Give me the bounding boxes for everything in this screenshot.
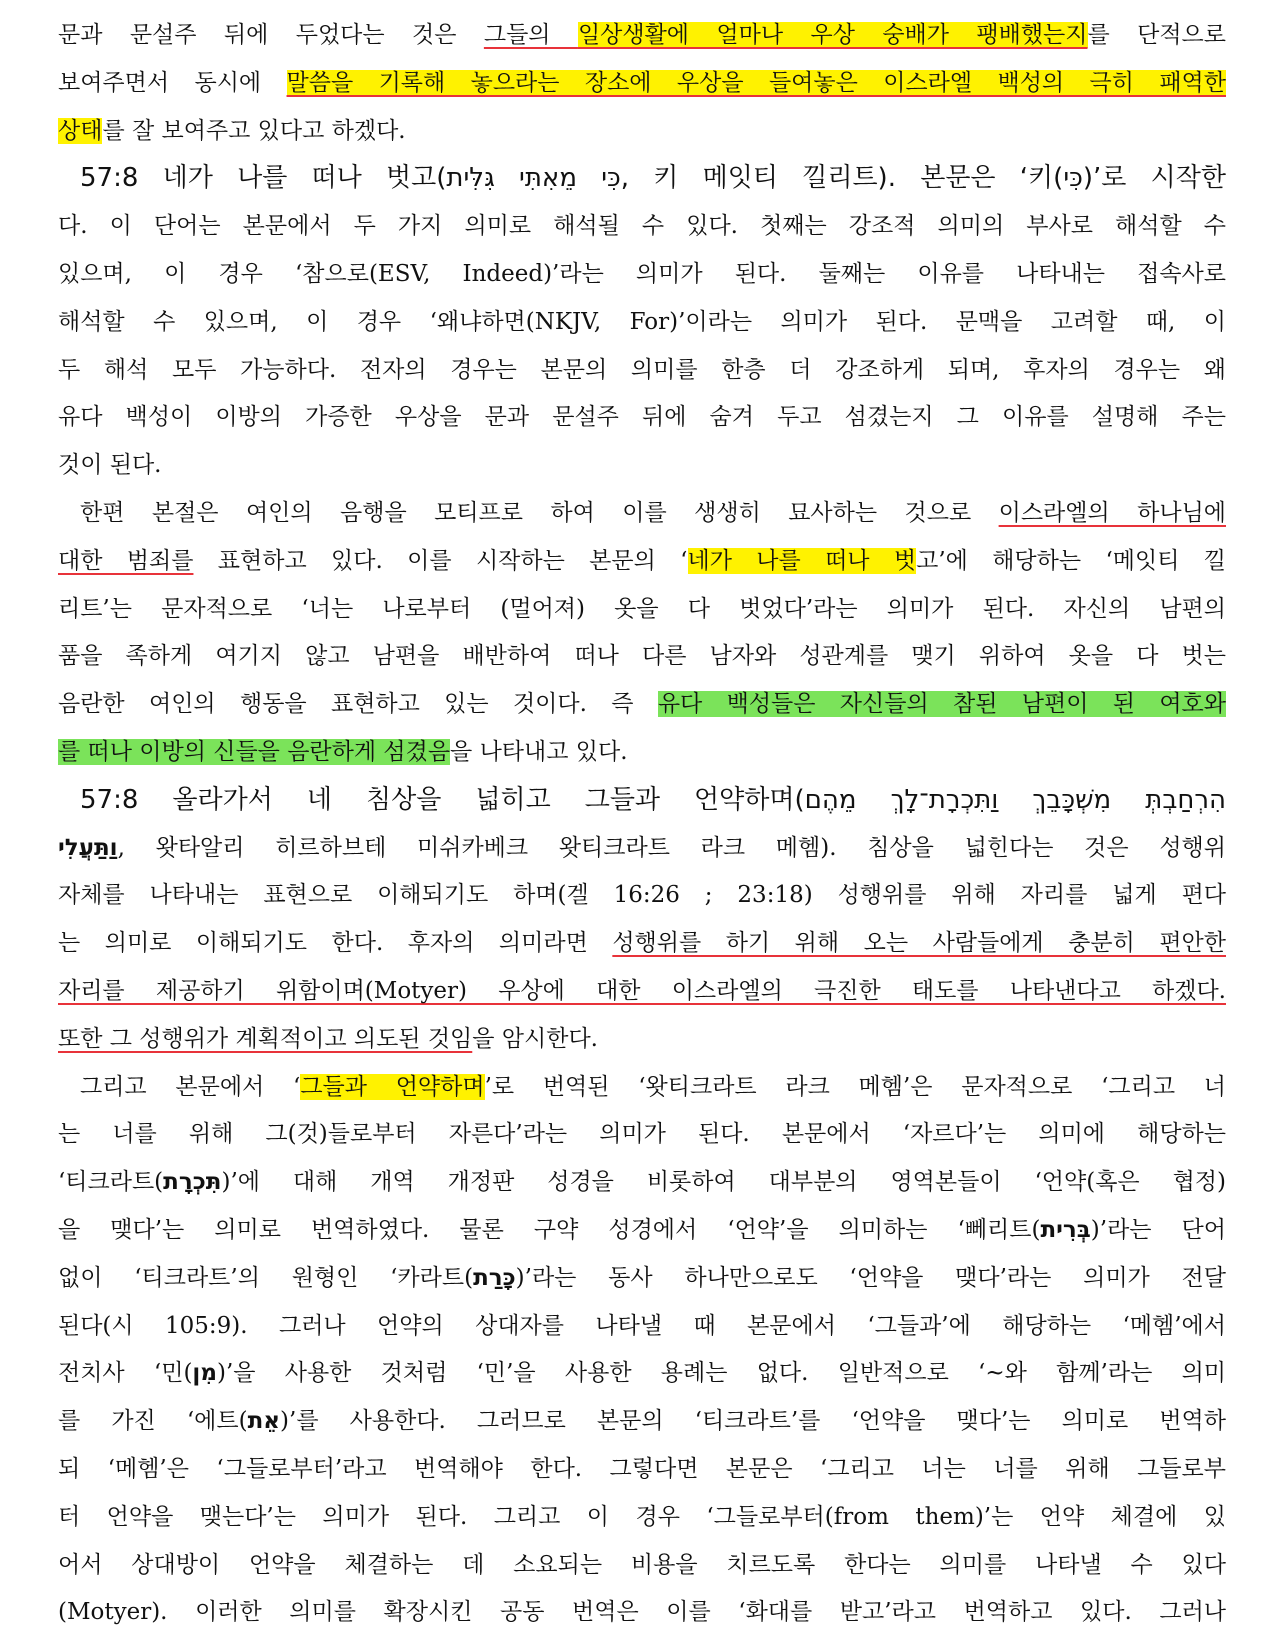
text-line [58,394,1226,442]
text-run: 57:8 네가 나를 떠나 벗고( [80,163,447,194]
text-line [58,920,1226,968]
text-line [58,777,1226,825]
document-page [58,12,1226,1637]
text-line [58,1542,1226,1590]
hebrew-text: וַתַּעֲלִי [58,834,118,861]
red-underline-text: 그들의 [483,22,578,48]
text-run: 되 ‘메헴’은 ‘그들로부터’라고 번역해야 한다. 그렇다면 본문은 ‘그리고 너는 너를 위해 그들로부 [58,1455,1226,1482]
text-run: )’라는 동사 하나만으로도 ‘언약을 맺다’라는 의미가 전달 [515,1264,1226,1291]
text-line [58,60,1226,108]
text-run: )’를 사용한다. 그러므로 본문의 ‘티크라트’를 ‘언약을 맺다’는 의미로 번역하 [280,1408,1226,1435]
text-run: 음란한 여인의 행동을 표현하고 있는 것이다. 즉 [58,691,658,718]
text-run: 를 잘 보여주고 있다고 하겠다. [102,117,406,144]
text-run: )’을 사용한 것처럼 ‘민’을 사용한 용례는 없다. 일반적으로 ‘~와 함께’라는 의미 [216,1360,1226,1387]
text-run: 보여주면서 동시에 [58,69,287,96]
text-line [58,1494,1226,1542]
yellow-highlight: 일상생활에 얼마나 우상 숭배가 팽배했는지 [577,22,1088,48]
text-run: ‘티크라트( [58,1169,164,1196]
red-underline-text: 이스라엘의 하나님에 [998,499,1226,526]
red-underline-text: 자리를 제공하기 위함이며(Motyer) 우상에 대한 이스라엘의 극진한 태도를 나타낸다고 하겠다. [58,977,1226,1004]
text-run: 전치사 ‘민( [58,1360,193,1387]
text-line [58,347,1226,395]
text-run: , 키 메잇티 낄리트). 본문은 ‘키( [620,163,1064,194]
text-line [58,1159,1226,1207]
text-line [58,251,1226,299]
text-line [58,12,1226,60]
text-run: 없이 ‘티크라트’의 원형인 ‘카라트( [58,1264,474,1291]
green-highlight: 유다 백성들은 자신들의 참된 남편이 된 여호와 [657,691,1226,718]
text-run: 어서 상대방이 언약을 체결하는 데 소요되는 비용을 치르도록 한다는 의미를 나타낼 수 있다 [58,1551,1226,1578]
text-run: )’에 대해 개역 개정판 성경을 비롯하여 대부분의 영역본들이 ‘언약(혹은 협정) [221,1169,1226,1196]
text-line [58,538,1226,586]
hebrew-text: כִּי מֵאִתִּי גִּלִּית [446,163,621,194]
text-run: )’라는 단어 [1090,1216,1226,1243]
text-line [58,1255,1226,1303]
text-run: (Motyer). 이러한 의미를 확장시킨 공동 번역은 이를 ‘화대를 받고’라고 번역하고 있다. 그러나 [58,1599,1226,1626]
text-run: 를 단적으로 [1087,22,1226,48]
yellow-highlight: 네가 나를 떠나 벗 [687,547,917,574]
text-run: 를 가진 ‘에트( [58,1408,248,1435]
text-line [58,299,1226,347]
text-line [58,586,1226,634]
text-run: )’로 시작한 [1082,163,1226,194]
text-run: 자체를 나타내는 표현으로 이해되기도 하며(겔 16:26 ; 23:18) 성행위를 위해 자리를 넓게 편다 [58,882,1226,909]
hebrew-text: כָּרַת [473,1264,516,1291]
text-run: 표현하고 있다. 이를 시작하는 본문의 ‘ [193,547,688,574]
hebrew-text: הִרְחַבְתְּ מִשְׁכָּבֵךְ וַתִּכְרָת־לָךְ מֵהֶם [804,784,1226,815]
yellow-highlight: 말씀을 기록해 놓으라는 장소에 우상을 들여놓은 이스라엘 백성의 극히 패역한 [286,69,1226,96]
text-run: 을 맺다’는 의미로 번역하였다. 물론 구약 성경에서 ‘언약’을 의미하는 ‘뻬리트( [58,1216,1041,1243]
text-run: 는 의미로 이해되기도 한다. 후자의 의미라면 [58,930,613,957]
text-run: 된다(시 105:9). 그러나 언약의 상대자를 나타낼 때 본문에서 ‘그들과’에 해당하는 ‘메헴’에서 [58,1312,1226,1339]
text-line [58,490,1226,538]
text-line [58,1350,1226,1398]
text-run: 것이 된다. [58,452,162,479]
text-run: 해석할 수 있으며, 이 경우 ‘왜냐하면(NKJV, For)’이라는 의미가 된다. 문맥을 고려할 때, 이 [58,308,1226,335]
text-run: 57:8 올라가서 네 침상을 넓히고 그들과 언약하며( [80,784,805,815]
text-line [58,1016,1226,1064]
text-line [58,1589,1226,1637]
text-line [58,1303,1226,1351]
text-run: 품을 족하게 여기지 않고 남편을 배반하여 떠나 다른 남자와 성관계를 맺기 위하여 옷을 다 벗는 [58,643,1226,670]
text-line [58,108,1226,156]
text-line [58,729,1226,777]
text-line [58,1064,1226,1112]
hebrew-text: מִן [192,1360,217,1387]
text-run: 문과 문설주 뒤에 두었다는 것은 [58,22,484,48]
hebrew-text: בְּרִית [1040,1216,1091,1243]
text-line [58,825,1226,873]
text-line [58,1446,1226,1494]
text-run: 터 언약을 맺는다’는 의미가 된다. 그리고 이 경우 ‘그들로부터(from them)’는 언약 체결에 있 [58,1503,1226,1530]
text-line [58,681,1226,729]
text-run: 을 나타내고 있다. [450,738,628,765]
yellow-highlight: 그들과 언약하며 [300,1073,485,1100]
hebrew-text: תִּכְרָת [163,1169,222,1196]
text-line [58,442,1226,490]
text-line [58,968,1226,1016]
hebrew-text: אֵת [247,1408,281,1435]
green-highlight: 를 떠나 이방의 신들을 음란하게 섬겼음 [58,738,451,765]
text-line [58,872,1226,920]
text-run: 그리고 본문에서 ‘ [80,1073,301,1100]
text-run: 고’에 해당하는 ‘메잇티 낄 [916,547,1226,574]
text-run: ’로 번역된 ‘왓티크라트 라크 메헴’은 문자적으로 ‘그리고 너 [484,1073,1226,1100]
text-line [58,1207,1226,1255]
text-line [58,203,1226,251]
text-run: 다. 이 단어는 본문에서 두 가지 의미로 해석될 수 있다. 첫째는 강조적 의미의 부사로 해석할 수 [58,213,1226,240]
red-underline-text: 또한 그 성행위가 계획적이고 의도된 것임 [58,1025,473,1052]
text-run: 두 해석 모두 가능하다. 전자의 경우는 본문의 의미를 한층 더 강조하게 되며, 후자의 경우는 왜 [58,356,1226,383]
red-underline-text: 대한 범죄를 [58,547,194,574]
text-line [58,633,1226,681]
text-line [58,1111,1226,1159]
text-run: 유다 백성이 이방의 가증한 우상을 문과 문설주 뒤에 숨겨 두고 섬겼는지 그 이유를 설명해 주는 [58,404,1226,431]
text-run: 는 너를 위해 그(것)들로부터 자른다’라는 의미가 된다. 본문에서 ‘자르다’는 의미에 해당하는 [58,1121,1226,1148]
red-underline-text: 성행위를 하기 위해 오는 사람들에게 충분히 편안한 [612,930,1226,957]
text-line [58,155,1226,203]
text-run: , 왓타알리 히르하브테 미쉬카베크 왓티크라트 라크 메헴). 침상을 넓힌다는 것은 성행위 [117,834,1226,861]
hebrew-text: כִּי [1063,163,1083,194]
text-run: 한편 본절은 여인의 음행을 모티프로 하여 이를 생생히 묘사하는 것으로 [80,499,999,526]
text-run: 있으며, 이 경우 ‘참으로(ESV, Indeed)’라는 의미가 된다. 둘째는 이유를 나타내는 접속사로 [58,260,1226,287]
text-run: 을 암시한다. [472,1025,598,1052]
yellow-highlight: 상태 [58,117,103,144]
text-line [58,1398,1226,1446]
text-run: 리트’는 문자적으로 ‘너는 나로부터 (멀어져) 옷을 다 벗었다’라는 의미가 된다. 자신의 남편의 [58,595,1226,622]
